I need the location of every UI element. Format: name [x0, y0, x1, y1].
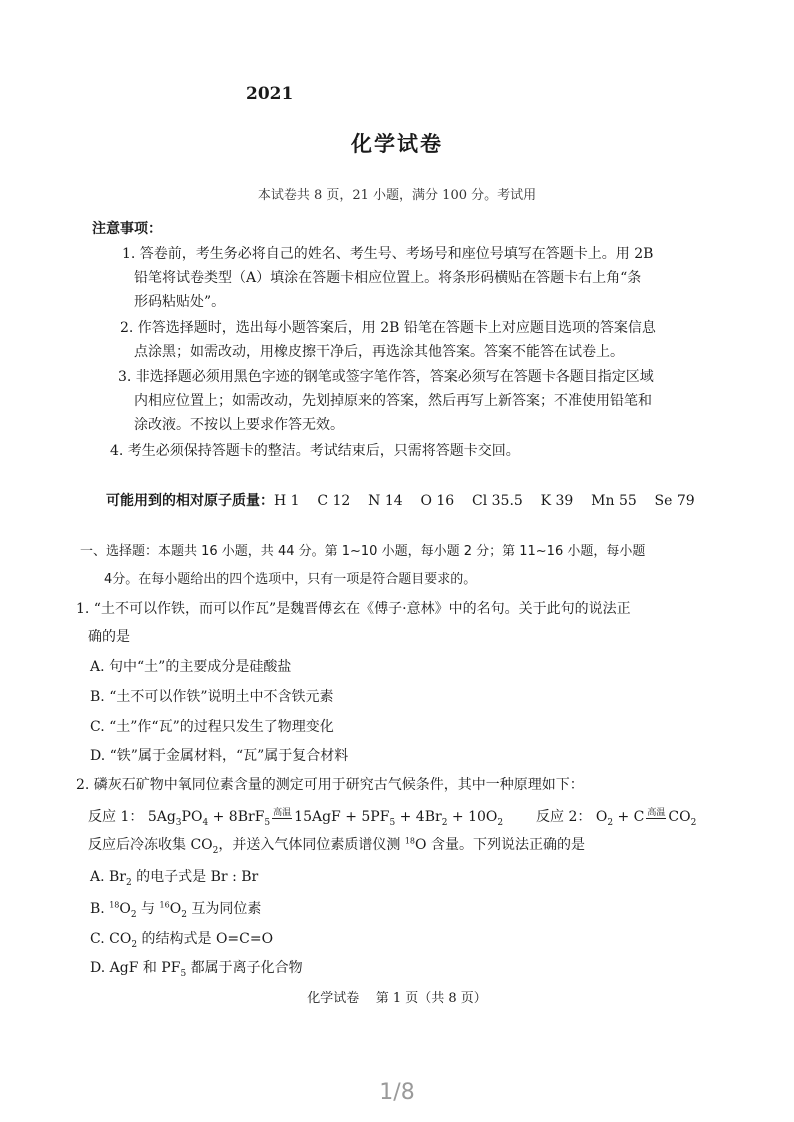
q2-option-b: B. $^{18}O_2$ 与 $^{16}O_2$ 互为同位素 — [90, 900, 262, 920]
note-4-line-1: 4. 考生必须保持答题卡的整洁。考试结束后，只需将答题卡交回。 — [110, 443, 520, 459]
reaction-2-product: $CO_2$ — [668, 809, 697, 828]
q2-option-c-part-2: 的结构式是 O=C=O — [137, 931, 274, 947]
q2-option-b-part-5: 互为同位素 — [186, 901, 262, 917]
q2-stem: 2. 磷灰石矿物中氧同位素含量的测定可用于研究古气候条件，其中一种原理如下： — [76, 777, 584, 793]
exam-year: 2021 — [246, 84, 294, 104]
atomic-mass-row — [106, 490, 695, 510]
note-2-line-2: 点涂黑；如需改动，用橡皮擦干净后，再选涂其他答案。答案不能答在试卷上。 — [134, 344, 624, 360]
q2-line3-part-b: ，并送入气体同位素质谱仪测 — [218, 837, 405, 853]
q2-option-b-part-2: O — [119, 901, 131, 917]
section-1-line-2: 4分。在每小题给出的四个选项中，只有一项是符合题目要求的。 — [104, 572, 477, 587]
exam-subtitle: 本试卷共 8 页，21 小题，满分 100 分。考试用 — [257, 188, 537, 203]
reaction-1-equation: $5Ag_3PO_4 + 8BrF_5$ — [147, 809, 271, 828]
page-title: 化学试卷 — [351, 131, 443, 156]
atomic-mass-values: H 1 C 12 N 14 O 16 Cl 35.5 K 39 Mn 55 Se 79 — [274, 493, 695, 509]
q2-option-d: D. AgF 和 $PF_5$ 都属于离子化合物 — [90, 960, 303, 979]
condition-high-temp-2: 高温 — [647, 808, 666, 818]
q1-option-c: C. “土”作“瓦”的过程只发生了物理变化 — [90, 719, 334, 735]
q2-option-d-part-2: 都属于离子化合物 — [186, 960, 303, 976]
reaction-2-equation: $O_2 + C$ — [595, 809, 645, 828]
q2-option-d-part-1: D. AgF 和 PF — [90, 960, 181, 976]
note-1-line-2: 铅笔将试卷类型（A）填涂在答题卡相应位置上。将条形码横贴在答题卡右上角“条 — [134, 270, 642, 286]
q1-option-a: A. 句中“土”的主要成分是硅酸盐 — [90, 659, 292, 675]
note-3-line-3: 涂改液。不按以上要求作答无效。 — [134, 417, 344, 433]
q1-stem-line-1: 1. “土不可以作铁，而可以作瓦”是魏晋傅玄在《傅子·意林》中的名句。关于此句的说法正 — [76, 601, 631, 617]
condition-high-temp: 高温 — [273, 808, 292, 818]
q1-option-b: B. “土不可以作铁”说明土中不含铁元素 — [90, 689, 334, 705]
q2-option-a-part-2: 的电子式是 Br : Br — [131, 869, 259, 885]
q2-option-b-part-4: O — [169, 901, 182, 917]
atomic-mass-label: 可能用到的相对原子质量： — [106, 493, 274, 509]
note-2-line-1: 2. 作答选择题时，选出每小题答案后，用 2B 铅笔在答题卡上对应题目选项的答案信息 — [120, 320, 656, 336]
q2-line3-part-c: O 含量。下列说法正确的是 — [415, 837, 585, 853]
reaction-2-label: 反应 2： — [536, 809, 592, 825]
note-1-line-3: 形码粘贴处”。 — [134, 294, 226, 310]
q2-stem-line-3: 反应后冷冻收集 $CO_2$，并送入气体同位素质谱仪测 $^{18}$O 含量。下列说法正确的是 — [88, 836, 585, 856]
notes-heading: 注意事项： — [92, 221, 162, 237]
page-footer: 化学试卷 第 1 页（共 8 页） — [307, 991, 487, 1006]
q2-option-c: C. $CO_2$ 的结构式是 O=C=O — [90, 931, 274, 950]
q2-option-b-part-3: 与 — [136, 901, 160, 917]
q2-option-a-part-1: A. Br — [90, 869, 126, 885]
q2-option-a: A. $Br_2$ 的电子式是 Br : Br — [90, 869, 259, 888]
q1-option-d: D. “铁”属于金属材料，“瓦”属于复合材料 — [90, 748, 349, 764]
note-1-line-1: 1. 答卷前，考生务必将自己的姓名、考生号、考场号和座位号填写在答题卡上。用 2B — [122, 246, 654, 262]
q2-option-b-part-1: B. — [90, 901, 110, 917]
section-1-line-1: 一、选择题：本题共 16 小题，共 44 分。第 1~10 小题，每小题 2 分；第 11~16 小题，每小题 — [80, 544, 646, 559]
note-3-line-1: 3. 非选择题必须用黑色字迹的钢笔或签字笔作答，答案必须写在答题卡各题目指定区域 — [118, 369, 654, 385]
q2-option-c-part-1: C. CO — [90, 931, 132, 947]
page-indicator: 1/8 — [379, 1080, 415, 1105]
q2-line3-part-a: 反应后冷冻收集 CO — [88, 837, 213, 853]
note-3-line-2: 内相应位置上；如需改动，先划掉原来的答案，然后再写上新答案；不准使用铅笔和 — [134, 393, 652, 409]
reaction-1-label: 反应 1： — [88, 809, 144, 825]
q1-stem-line-2: 确的是 — [88, 629, 130, 645]
reaction-1-products: $15AgF + 5PF_5 + 4Br_2 + 10O_2$ — [294, 809, 504, 828]
q2-reactions — [88, 806, 696, 828]
